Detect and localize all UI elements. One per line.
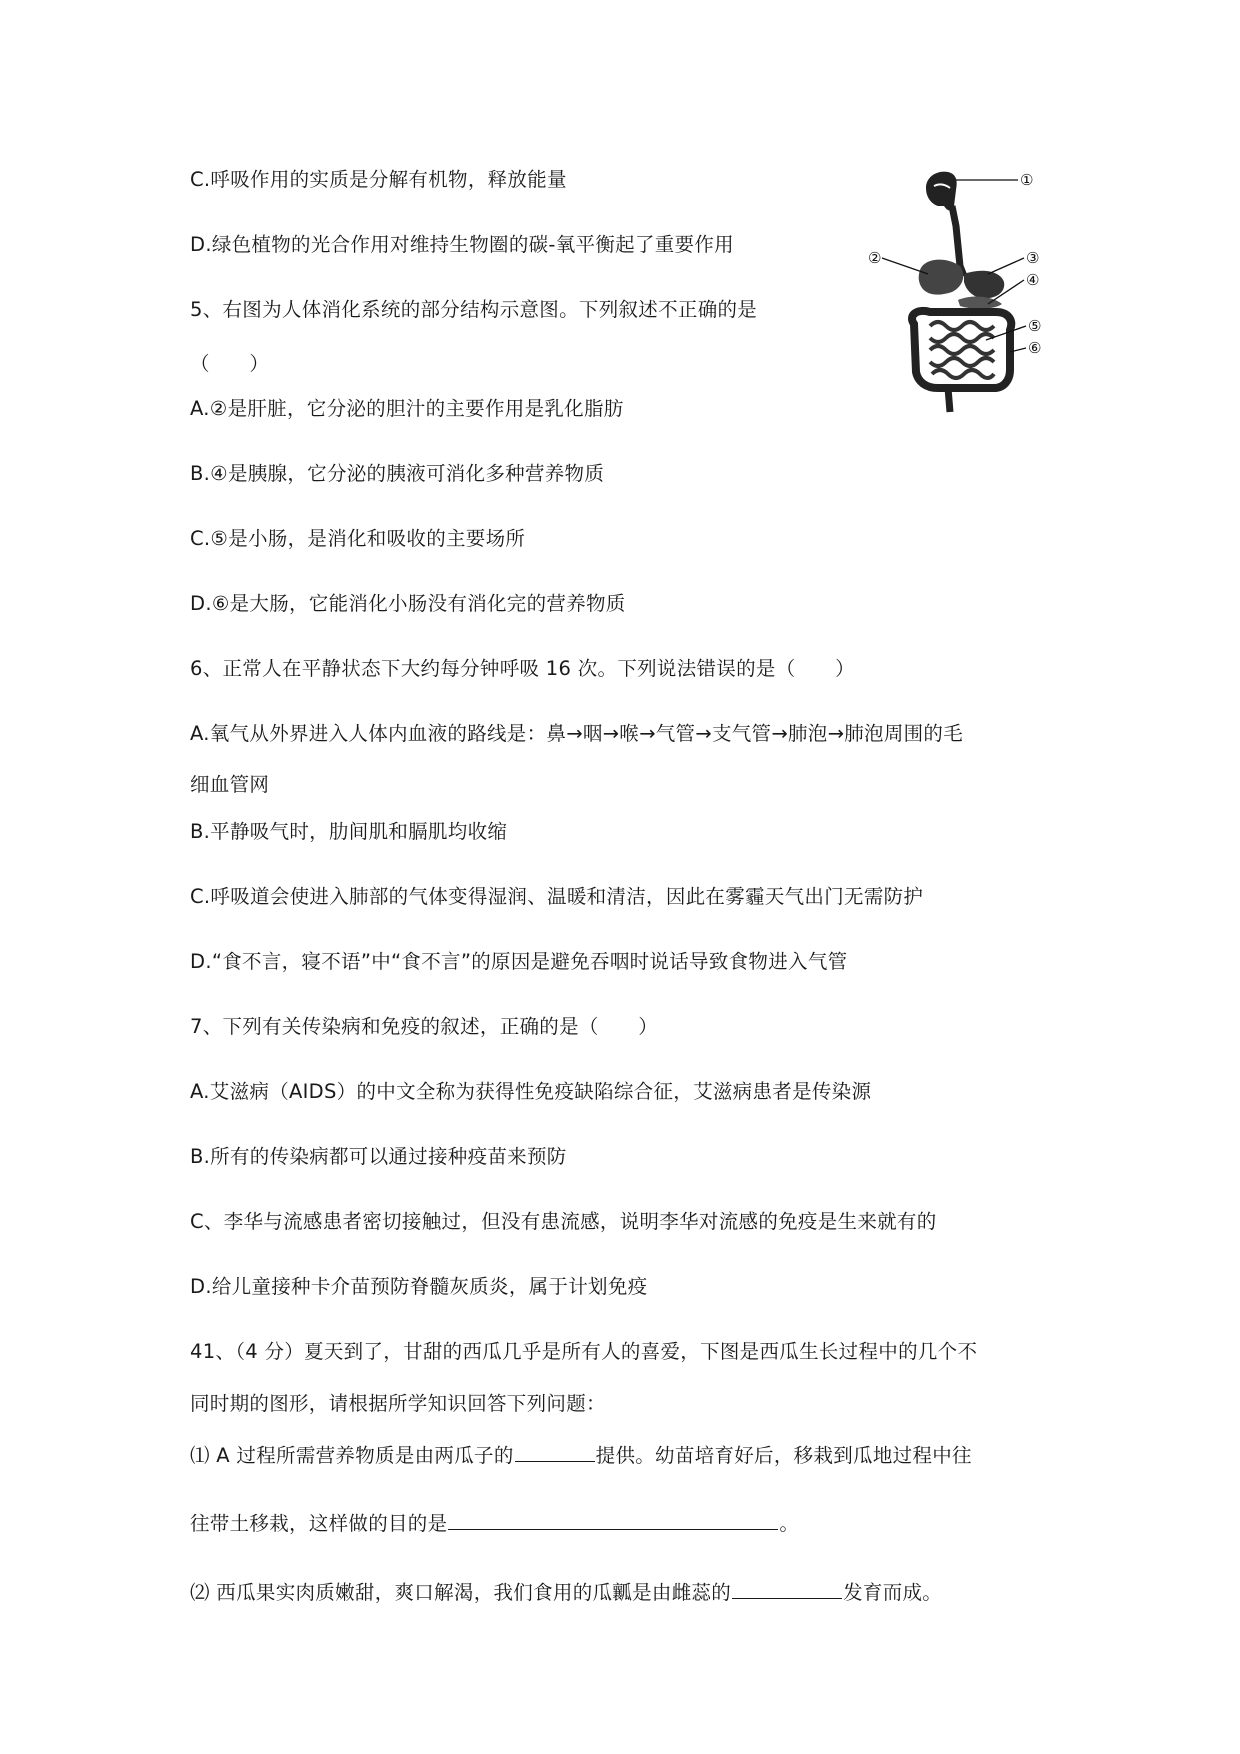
diagram-label-5: ⑤ — [1028, 317, 1042, 335]
part-1-text-a: ⑴ A 过程所需营养物质是由两瓜子的 — [190, 1444, 514, 1467]
stomach-shape — [964, 271, 1004, 299]
part-1-text-d: 。 — [779, 1512, 800, 1535]
question-41: 41、（4 分）夏天到了，甘甜的西瓜几乎是所有人的喜爱，下图是西瓜生长过程中的几个不 — [190, 1340, 978, 1363]
part-1-text-b: 提供。幼苗培育好后，移栽到瓜地过程中往 — [595, 1444, 972, 1467]
diagram-label-6: ⑥ — [1028, 339, 1042, 357]
option-a-q7: A.艾滋病（AIDS）的中文全称为获得性免疫缺陷综合征，艾滋病患者是传染源 — [190, 1080, 872, 1103]
diagram-label-2: ② — [868, 249, 882, 267]
small-intestine — [930, 322, 994, 378]
option-c-q7: C、李华与流感患者密切接触过，但没有患流感，说明李华对流感的免疫是生来就有的 — [190, 1210, 937, 1233]
option-b-q7: B.所有的传染病都可以通过接种疫苗来预防 — [190, 1145, 567, 1168]
option-d-q5: D.⑥是大肠，它能消化小肠没有消化完的营养物质 — [190, 592, 626, 615]
answer-blank-1[interactable] — [515, 1441, 595, 1462]
option-a-q6: A.氧气从外界进入人体内血液的路线是：鼻→咽→喉→气管→支气管→肺泡→肺泡周围的毛 — [190, 722, 964, 745]
option-a-q5: A.②是肝脏，它分泌的胆汁的主要作用是乳化脂肪 — [190, 397, 624, 420]
option-c-q4: C.呼吸作用的实质是分解有机物，释放能量 — [190, 168, 567, 191]
digestive-system-diagram — [868, 166, 1068, 430]
question-6: 6、正常人在平静状态下大约每分钟呼吸 16 次。下列说法错误的是（ ） — [190, 657, 855, 680]
question-5-bracket: （ ） — [190, 352, 270, 375]
liver-shape — [919, 260, 964, 295]
question-41-part-1-cont — [190, 1509, 799, 1537]
option-d-q7: D.给儿童接种卡介苗预防脊髓灰质炎，属于计划免疫 — [190, 1275, 648, 1298]
question-5: 5、右图为人体消化系统的部分结构示意图。下列叙述不正确的是 — [190, 298, 758, 321]
question-7: 7、下列有关传染病和免疫的叙述，正确的是（ ） — [190, 1015, 659, 1038]
question-41-part-1 — [190, 1441, 972, 1469]
option-a-q6-cont: 细血管网 — [190, 773, 270, 796]
diagram-label-4: ④ — [1026, 271, 1040, 289]
option-b-q6: B.平静吸气时，肋间肌和膈肌均收缩 — [190, 820, 508, 843]
part-1-text-c: 往带土移栽，这样做的目的是 — [190, 1512, 448, 1535]
answer-blank-3[interactable] — [732, 1578, 842, 1599]
option-b-q5: B.④是胰腺，它分泌的胰液可消化多种营养物质 — [190, 462, 605, 485]
part-2-text-a: ⑵ 西瓜果实肉质嫩甜，爽口解渴，我们食用的瓜瓤是由雌蕊的 — [190, 1581, 732, 1604]
option-d-q4: D.绿色植物的光合作用对维持生物圈的碳-氧平衡起了重要作用 — [190, 233, 734, 256]
answer-blank-2[interactable] — [448, 1509, 778, 1530]
question-41-part-2 — [190, 1578, 942, 1606]
part-2-text-b: 发育而成。 — [843, 1581, 943, 1604]
diagram-label-3: ③ — [1026, 249, 1040, 267]
mouth-structure — [926, 172, 957, 211]
option-c-q6: C.呼吸道会使进入肺部的气体变得湿润、温暖和清洁，因此在雾霾天气出门无需防护 — [190, 885, 924, 908]
rectum — [948, 388, 950, 412]
diagram-label-1: ① — [1020, 171, 1034, 189]
option-d-q6: D.“食不言，寝不语”中“食不言”的原因是避免吞咽时说话导致食物进入气管 — [190, 950, 848, 973]
option-c-q5: C.⑤是小肠，是消化和吸收的主要场所 — [190, 527, 526, 550]
question-41-cont: 同时期的图形，请根据所学知识回答下列问题： — [190, 1392, 606, 1415]
